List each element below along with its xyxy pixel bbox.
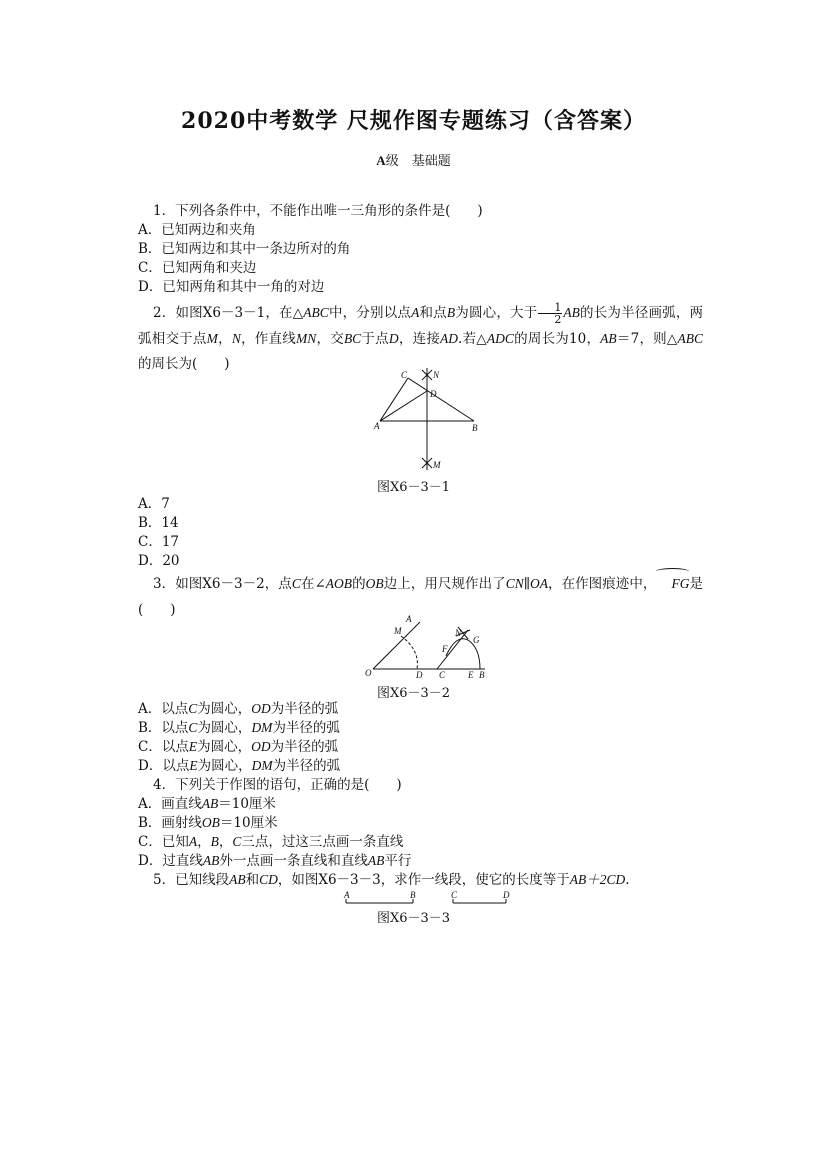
- q2-option-b: B．14: [138, 515, 179, 531]
- label-d: D: [430, 389, 437, 399]
- figure-caption-3: 图X6－3－3: [376, 911, 451, 926]
- section-subtitle: [0, 150, 827, 169]
- q3-option-b: B．以点C为圆心，DM为半径的弧: [138, 720, 340, 736]
- segment-cb: [408, 378, 474, 421]
- figure-x6-3-2: [362, 612, 492, 682]
- label-m: M: [433, 460, 441, 470]
- label-f: F: [442, 644, 448, 654]
- label-g: G: [473, 635, 480, 645]
- label-b: B: [472, 423, 478, 433]
- figure-x6-3-3: [340, 889, 515, 909]
- level-suffix: 级 基础题: [385, 154, 451, 169]
- label-n: N: [433, 370, 440, 380]
- figure-caption-1: 图X6－3－1: [376, 480, 451, 495]
- q2-option-c: C．17: [138, 534, 180, 550]
- q2-option-a: A．7: [138, 496, 170, 512]
- q4-option-c: C．已知A，B，C三点，过这三点画一条直线: [138, 834, 404, 850]
- label-o: O: [365, 668, 372, 678]
- label-a: A: [374, 421, 380, 431]
- label-e: E: [468, 670, 474, 680]
- q3-option-c: C．以点E为圆心，OD为半径的弧: [138, 739, 339, 755]
- label-c: C: [439, 670, 446, 680]
- q3-stem: 3．如图X6－3－2，点C在∠AOB的OB边上，用尺规作出了CN∥OA，在作图痕迹中， FG是( ): [138, 571, 703, 623]
- q2-option-d: D．20: [138, 553, 180, 569]
- label-b: B: [479, 670, 485, 680]
- q4-option-b: B．画射线OB＝10厘米: [138, 815, 278, 831]
- q1-option-a: A．已知两边和夹角: [138, 222, 256, 238]
- label-c: C: [451, 890, 458, 900]
- q3-option-d: D．以点E为圆心，DM为半径的弧: [138, 758, 341, 774]
- q4-option-d: D．过直线AB外一点画一条直线和直线AB平行: [138, 853, 412, 869]
- q4-stem: 4．下列关于作图的语句，正确的是( ): [153, 777, 402, 793]
- label-a: A: [344, 890, 350, 900]
- q5-stem: 5．已知线段AB和CD，如图X6－3－3，求作一线段，使它的长度等于AB＋2CD.: [153, 872, 630, 888]
- label-b: B: [410, 890, 416, 900]
- figure-caption-2: 图X6－3－2: [376, 686, 451, 701]
- q2-stem: 2．如图X6－3－1，在△ABC中，分别以点A和点B为圆心，大于 $\frac{1}{2}$ AB的长为半径画弧，两弧相交于点M，N，作直线MN，交BC于点D，连接AD.若△ADC的周长为10，AB＝7，则△ABC的周长为( ): [138, 301, 704, 372]
- label-d: D: [503, 890, 510, 900]
- fraction-half: $\frac{1}{2}$: [538, 302, 562, 325]
- label-m: M: [394, 626, 402, 636]
- segment-ac: [380, 378, 408, 421]
- q1-option-c: C．已知两角和夹边: [138, 260, 257, 276]
- q1-option-b: B．已知两边和其中一条边所对的角: [138, 241, 351, 257]
- label-d: D: [416, 670, 423, 680]
- q4-option-a: A．画直线AB＝10厘米: [138, 796, 276, 812]
- label-c: C: [401, 370, 408, 380]
- page-title: 2020中考数学 尺规作图专题练习（含答案）: [181, 108, 646, 134]
- arc-fg-symbol: FG: [656, 571, 689, 597]
- label-a: A: [406, 614, 412, 624]
- q1-option-d: D．已知两角和其中一角的对边: [138, 279, 325, 295]
- label-n: N: [455, 628, 462, 638]
- q1-stem: 1．下列各条件中，不能作出唯一三角形的条件是( ): [153, 203, 483, 219]
- level-letter: A: [376, 153, 386, 168]
- figure-x6-3-1: [370, 366, 490, 474]
- arc-dm: [401, 636, 417, 669]
- q3-option-a: A．以点C为圆心，OD为半径的弧: [138, 701, 339, 717]
- segment-ad: [380, 391, 427, 421]
